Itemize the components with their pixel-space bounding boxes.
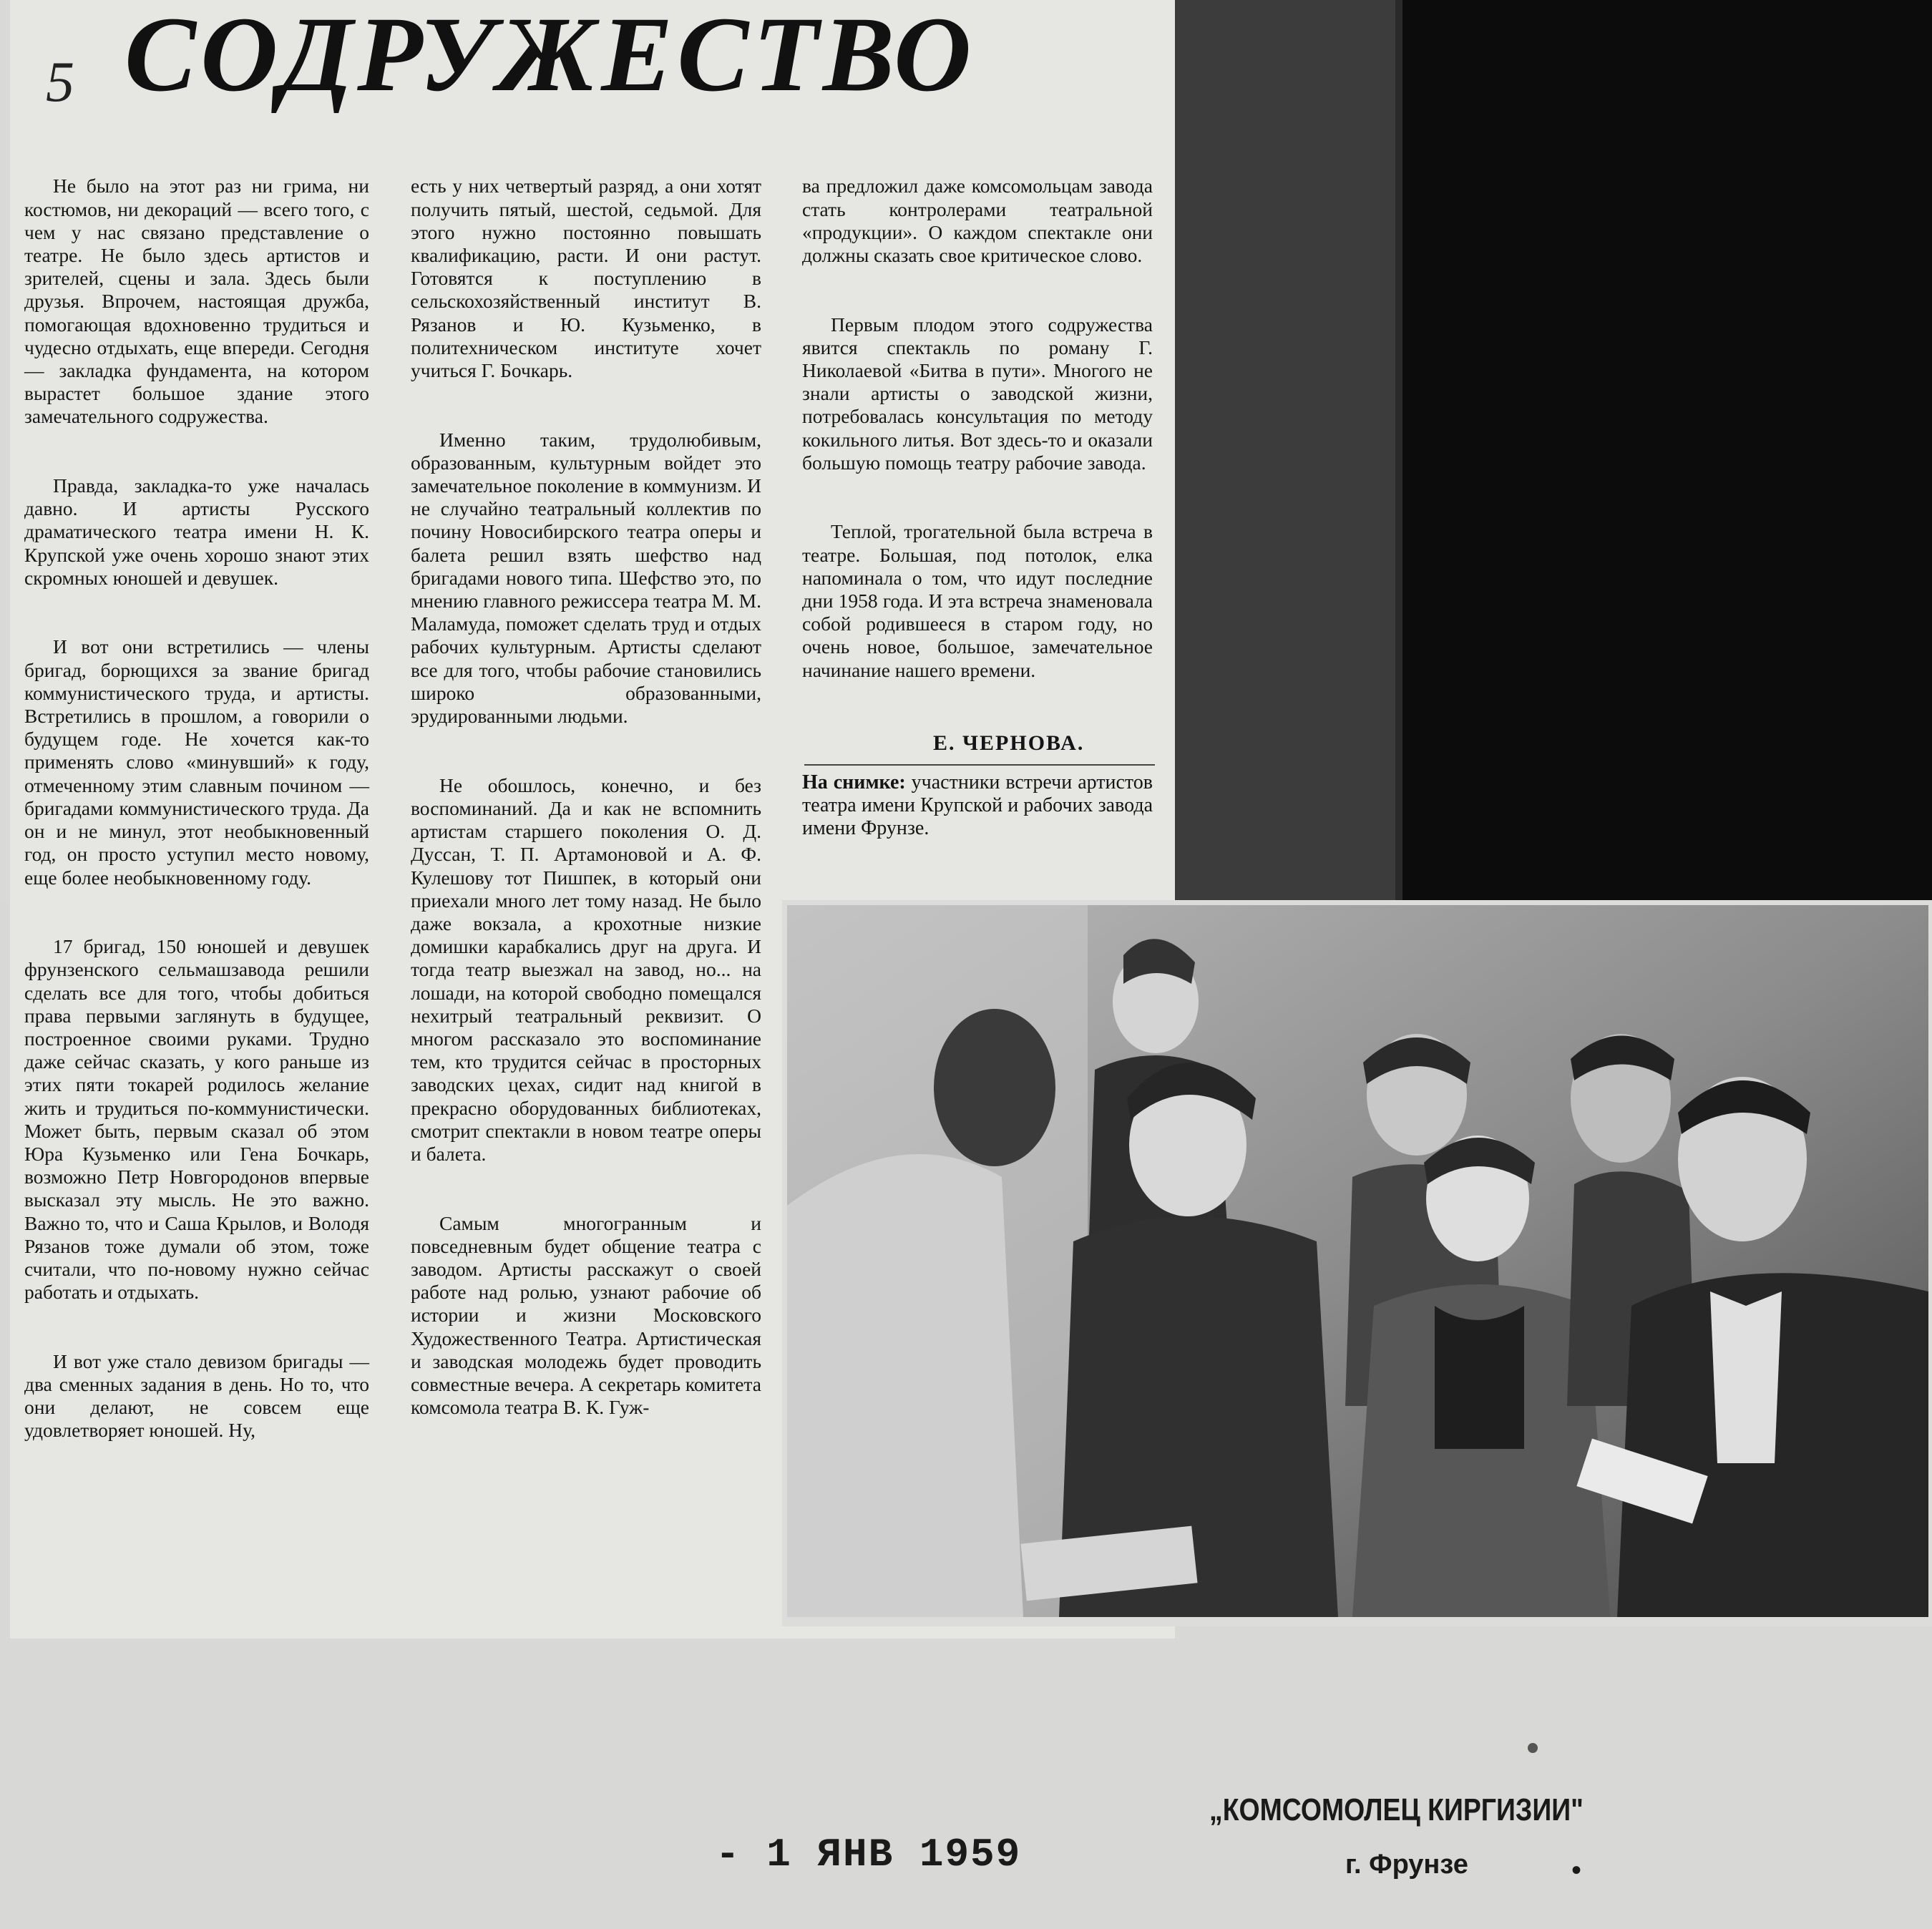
paragraph: Не было на этот раз ни грима, ни костюмов, ни декораций — всего того, с чем у нас связано представление о театре. Не было здесь артистов и зрителей, сцены и зала. Здесь были друзья. Впрочем, настоящая дружба, помогающая вдохновенно трудиться и чудесно отдыхать, еще впереди. Сегодня — закладка фундамента, на котором вырастет большое здание этого замечательного содружества. [24, 175, 374, 428]
speck [1528, 1743, 1538, 1753]
paragraph: Правда, закладка-то уже началась давно. И артисты Русского драматического театра имени Н. К. Крупской уже очень хорошо знают этих скромных юношей и девушек. [24, 474, 374, 589]
divider [804, 764, 1155, 766]
paragraph: есть у них четвертый разряд, а они хотят получить пятый, шестой, седьмой. Для этого нужно постоянно повышать квалификацию, расти. И они растут. Готовятся к поступлению в сельскохозяйственный институт В. Рязанов и Ю. Кузьменко, в политехническом институте хочет учиться Г. Бочкарь. [411, 175, 766, 382]
paragraph: ва предложил даже комсомольцам завода стать контролерами театральной «продукции». О каждом спектакле они должны сказать свое критическое слово. [802, 175, 1158, 267]
newspaper-stamp: „КОМСОМОЛЕЦ КИРГИЗИИ" [1209, 1792, 1584, 1827]
paragraph: Именно таким, трудолюбивым, образованным, культурным войдет это замечательное поколение в коммунизм. И не случайно театральный коллектив по почину Новосибирского театра оперы и балета решил взять шефство над бригадами нового типа. Шефство это, по мнению главного режиссера театра М. М. Маламуда, поможет сделать труд и отдых рабочих культурным. Артисты сделают все для того, чтобы рабочие становились широко образованными, эрудированными людьми. [411, 428, 766, 728]
paragraph: Теплой, трогательной была встреча в театре. Большая, под потолок, елка напоминала о том, что идут последние дни 1958 года. И эта встреча знаменовала собой родившееся в старом году, но очень новое, большое, замечательное начинание нашего времени. [802, 520, 1158, 681]
date-stamp: - 1 ЯНВ 1959 [716, 1832, 1022, 1877]
paragraph: 17 бригад, 150 юношей и девушек фрунзенского сельмашзавода решили сделать все для того, чтобы добиться права первыми заглянуть в будущее, построенное своими руками. Трудно даже сейчас сказать, у кого раньше из этих пяти токарей родилось желание жить и трудиться по-коммунистически. Может быть, первым сказал об этом Юра Кузьменко или Гена Бочкарь, возможно Петр Новгородонов впервые высказал эту мысль. Не это важно. Важно то, что и Саша Крылов, и Володя Рязанов тоже думали об этом, тоже считали, что по-новому нужно сейчас работать и отдыхать. [24, 935, 374, 1304]
paragraph: И вот они встретились — члены бригад, борющихся за звание бригад коммунистического труда, и артисты. Встретились в прошлом, а говорили о будущем годе. Не хочется как-то применять слово «минувший» к году, отмеченному этим славным почином — бригадами коммунистического труда. Да он и не минул, этот необыкновенный год, он просто уступил место новому, еще более необыкновенному году. [24, 635, 374, 889]
black-background-panel [1402, 0, 1932, 903]
stamp-mark: • [1571, 1854, 1582, 1886]
paragraph: Первым плодом этого содружества явится спектакль по роману Г. Николаевой «Битва в пути». Многого не знали артисты о заводской жизни, потребовалась консультация по методу кокильного литья. Вот здесь-то и оказали большую помощь театру рабочие завода. [802, 313, 1158, 474]
caption-text: участники встречи артистов театра имени Крупской и рабочих завода имени Фрунзе. [802, 771, 1153, 839]
paragraph: И вот уже стало девизом бригады — два сменных задания в день. Но то, что они делают, не совсем еще удовлетворяет юношей. Ну, [24, 1349, 374, 1442]
city-stamp: г. Фрунзе [1345, 1850, 1468, 1880]
article-headline: СОДРУЖЕСТВО [125, 0, 976, 114]
photo-caption [802, 771, 1153, 840]
article-author: Е. ЧЕРНОВА. [933, 731, 1085, 755]
article-column-1 [24, 129, 374, 1488]
caption-lead: На снимке: [802, 771, 906, 793]
paragraph: Самым многогранным и повседневным будет общение театра с заводом. Артисты расскажут о своей работе над ролью, узнают рабочие об истории и жизни Московского Художественного Театра. Артистическая и заводская молодежь будет проводить совместные вечера. А секретарь комитета комсомола театра В. К. Гуж- [411, 1211, 766, 1419]
handwritten-mark: 5 [46, 51, 74, 114]
group-photograph [787, 905, 1928, 1617]
dark-background-panel [1163, 0, 1402, 903]
paragraph: Не обошлось, конечно, и без воспоминаний. Да и как не вспомнить артистам старшего поколения О. Д. Дуссан, Т. П. Артамоновой и А. Ф. Кулешову тот Пишпек, в который они приехали много лет тому назад. Не было даже вокзала, а крохотные низкие домишки карабкались друг на друга. И тогда театр выезжал на завод, но... на лошади, на которой свободно помещался нехитрый театральный реквизит. О многом рассказало это воспоминание тем, кто трудится сейчас в просторных заводских цехах, сидит над книгой в прекрасно оборудованных библиотеках, смотрит спектакли в новом театре оперы и балета. [411, 773, 766, 1165]
article-column-2 [411, 129, 766, 1465]
photo-illustration [787, 905, 1928, 1617]
article-column-3 [802, 129, 1158, 728]
